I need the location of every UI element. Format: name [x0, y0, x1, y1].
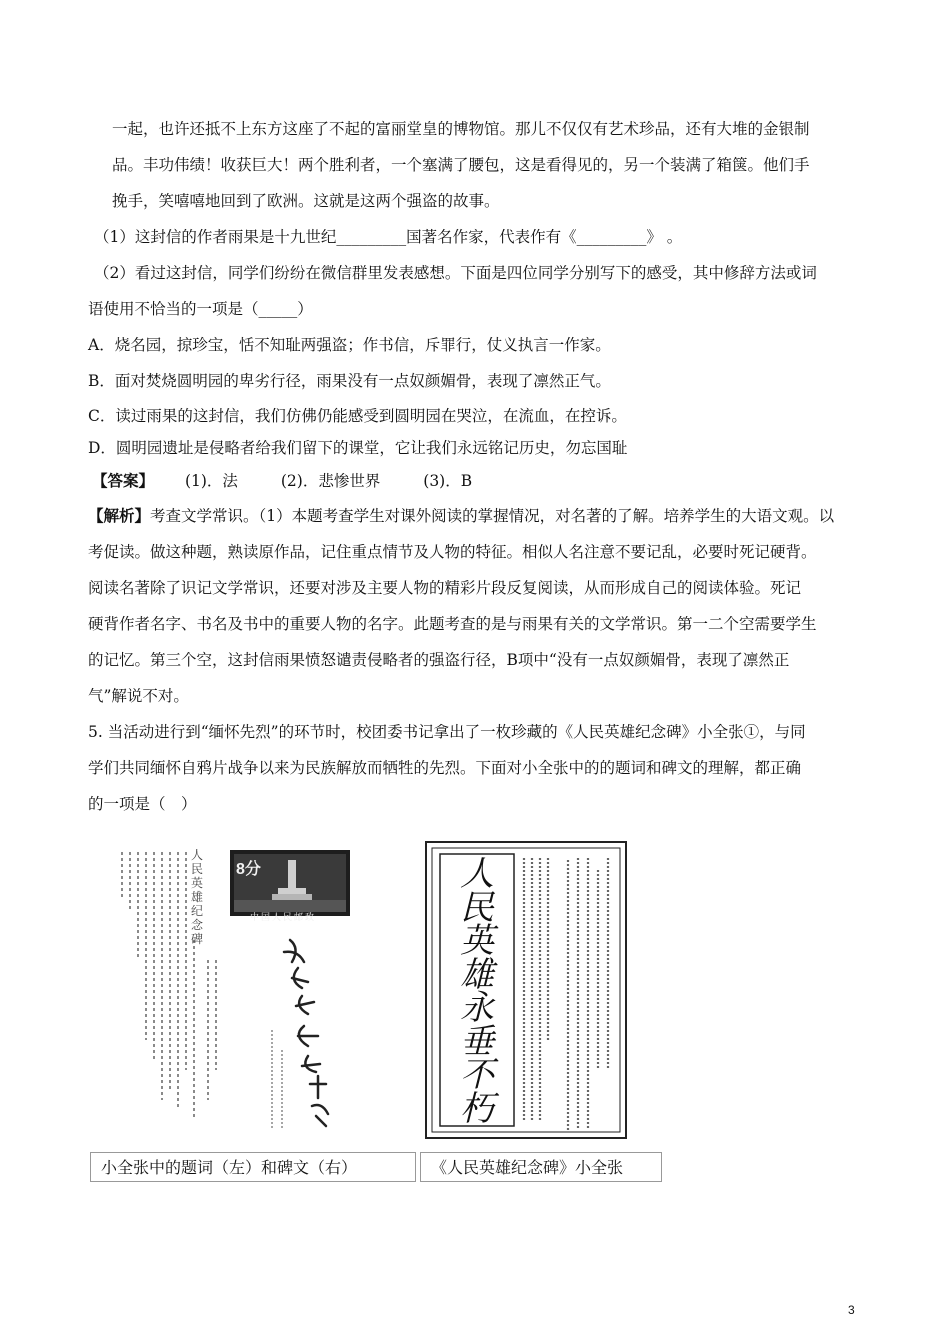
answer-2: (2)．悲惨世界: [280, 472, 381, 490]
inscription-char: 朽: [460, 1088, 494, 1129]
caption-right: 《人民英雄纪念碑》小全张: [420, 1152, 662, 1182]
option-d: D．圆明园遗址是侵略者给我们留下的课堂，它让我们永远铭记历史，勿忘国耻: [88, 439, 628, 457]
inscription-char: 雄: [460, 954, 494, 995]
figure-left: [112, 840, 408, 1140]
answer-1: (1)．法: [184, 472, 238, 490]
stamp-denomination: 8分: [236, 861, 261, 878]
left-title: 人民英雄纪念碑: [191, 848, 204, 946]
analysis-line: 气”解说不对。: [88, 687, 189, 705]
option-c: C．读过雨果的这封信，我们仿佛仍能感受到圆明园在哭泣，在流血，在控诉。: [88, 407, 627, 425]
inscription-char: 英: [460, 921, 494, 961]
inscription-char: 人: [460, 854, 494, 894]
stamp-sheet-illustration: [112, 840, 408, 1140]
answer-3: (3)．B: [423, 472, 473, 490]
analysis-line: 的记忆。第三个空，这封信雨果愤怒谴责侵略者的强盗行径，B项中“没有一点奴颜媚骨，表现了凛然正: [88, 651, 790, 669]
caption-left: 小全张中的题词（左）和碑文（右）: [90, 1152, 416, 1182]
analysis-line: 考促读。做这种题，熟读原作品，记住重点情节及人物的特征。相似人名注意不要记乱，必要时死记硬背。: [88, 543, 817, 561]
question-5: 5. 当活动进行到“缅怀先烈”的环节时，校团委书记拿出了一枚珍藏的《人民英雄纪念碑》小全张①，与同: [88, 723, 806, 741]
stamp-banner: 中国人民邮政: [250, 913, 317, 923]
question-2: （2）看过这封信，同学们纷纷在微信群里发表感想。下面是四位同学分别写下的感受，其中修辞方法或词: [94, 264, 817, 282]
passage-line: 品。丰功伟绩！收获巨大！两个胜利者，一个塞满了腰包，这是看得见的，另一个装满了箱箧。他们手: [112, 156, 810, 174]
analysis-line: 阅读名著除了识记文学常识，还要对涉及主要人物的精彩片段反复阅读，从而形成自己的阅读体验。死记: [88, 579, 802, 597]
question-1: （1）这封信的作者雨果是十九世纪_________国著名作家，代表作有《_________》 。: [94, 228, 683, 246]
analysis-label: 【解析】: [88, 506, 151, 525]
analysis-text: 考查文学常识。（1）本题考查学生对课外阅读的掌握情况，对名著的了解。培养学生的大语文观。以: [150, 507, 835, 525]
question-5-cont: 学们共同缅怀自鸦片战争以来为民族解放而牺牲的先烈。下面对小全张中的的题词和碑文的理解，都正确: [88, 759, 802, 777]
inscription-char: 不: [460, 1055, 494, 1095]
page-number: 3: [848, 1303, 855, 1317]
passage-line: 挽手，笑嘻嘻地回到了欧洲。这就是这两个强盗的故事。: [112, 192, 500, 210]
inscription-char: 垂: [460, 1021, 494, 1062]
inscription-char: 民: [460, 887, 494, 928]
question-2-cont: 语使用不恰当的一项是（_____）: [88, 300, 313, 318]
question-5-cont: 的一项是（ ）: [88, 795, 197, 813]
analysis-line: 硬背作者名字、书名及书中的重要人物的名字。此题考查的是与雨果有关的文学常识。第一二个空需要学生: [88, 615, 817, 633]
answer-label: 【答案】: [92, 471, 155, 490]
inscription-char: 永: [460, 988, 494, 1028]
figure-right: [418, 840, 630, 1140]
passage-line: 一起，也许还抵不上东方这座了不起的富丽堂皇的博物馆。那儿不仅仅有艺术珍品，还有大堆的金银制: [112, 120, 810, 138]
inscription-column: [446, 854, 508, 1129]
option-b: B．面对焚烧圆明园的卑劣行径，雨果没有一点奴颜媚骨，表现了凛然正气。: [88, 372, 611, 390]
option-a: A．烧名园，掠珍宝，恬不知耻两强盗；作书信，斥罪行，仗义执言一作家。: [88, 336, 611, 354]
analysis-line: [88, 505, 834, 527]
answer-line: [92, 470, 472, 492]
